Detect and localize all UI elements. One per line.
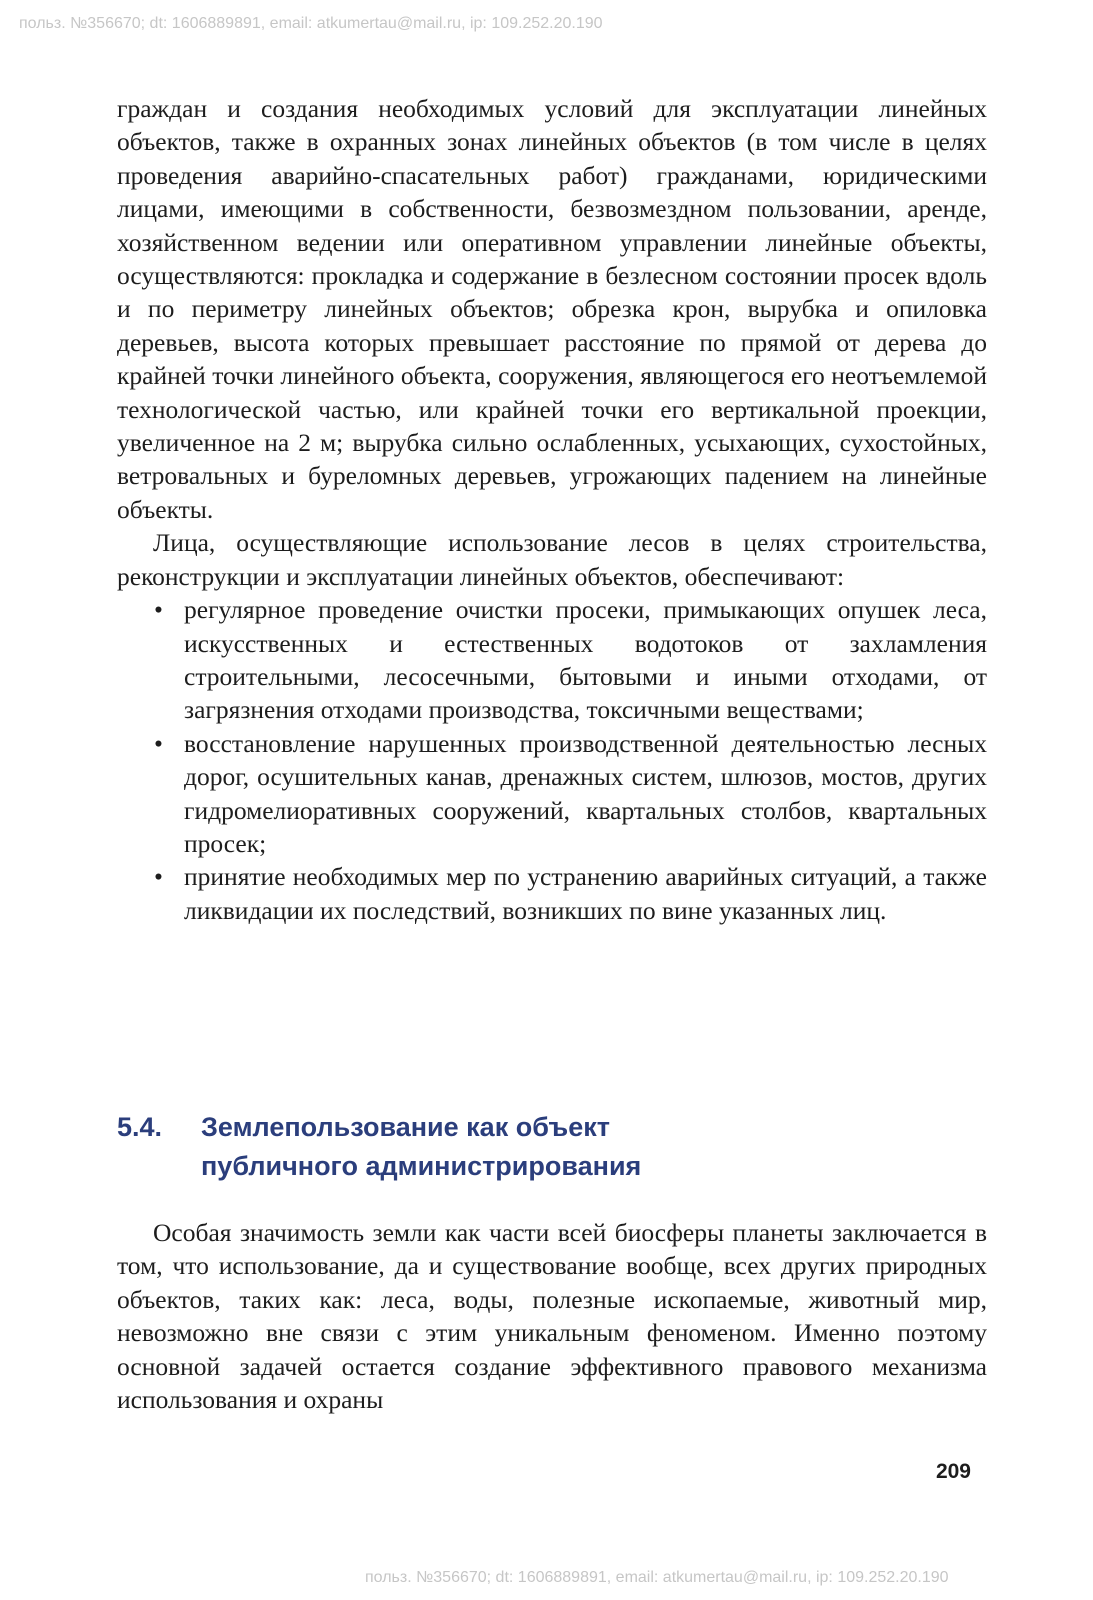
bullet-marker: • <box>154 728 163 758</box>
bullet-marker: • <box>154 862 163 892</box>
page-number: 209 <box>935 1460 971 1483</box>
section-number: 5.4. <box>117 1112 163 1142</box>
section-title: Землепользование как объект публичного администрирования <box>201 1112 642 1181</box>
list-item-text: регулярное проведение очистки просеки, примыкающих опушек леса, искусственных и естественных водотоков от захламления строительными, лесосечными, бытовыми и иными отходами, от загрязнения отходами производства, токсичными веществами; <box>184 595 987 725</box>
paragraph-1: граждан и создания необходимых условий для эксплуатации линейных объектов, также в охранных зонах линейных объектов (в том числе в целях проведения аварийно-спасательных работ) гражданами, юридическими лицами, имеющими в собственности, безвозмездном пользовании, аренде, хозяйственном ведении или оперативном управлении линейные объекты, осуществляются: прокладка и содержание в безлесном состоянии просек вдоль и по периметру линейных объектов; обрезка крон, вырубка и опиловка деревьев, высота которых превышает расстояние по прямой от дерева до крайней точки линейного объекта, сооружения, являющегося его неотъемлемой технологической частью, или крайней точки его вертикальной проекции, увеличенное на 2 м; вырубка сильно ослабленных, усыхающих, сухостойных, ветровальных и буреломных деревьев, угрожающих падением на линейные объекты. <box>117 94 987 524</box>
section-body <box>117 1216 987 1416</box>
bullet-marker: • <box>154 595 163 625</box>
watermark-bottom: польз. №356670; dt: 1606889891, email: atkumertau@mail.ru, ip: 109.252.20.190 <box>365 1569 949 1586</box>
paragraph-2: Лица, осуществляющие использование лесов в целях строительства, реконструкции и эксплуатации линейных объектов, обеспечивают: <box>117 528 987 591</box>
watermark-top: польз. №356670; dt: 1606889891, email: atkumertau@mail.ru, ip: 109.252.20.190 <box>19 15 603 32</box>
list-item-text: принятие необходимых мер по устранению аварийных ситуаций, а также ликвидации их последствий, возникших по вине указанных лиц. <box>184 862 987 925</box>
list-item <box>154 727 987 861</box>
bullet-list <box>117 593 987 927</box>
page-body <box>117 92 987 927</box>
list-item <box>154 593 987 727</box>
section-paragraph-1: Особая значимость земли как части всей биосферы планеты заключается в том, что использование, да и существование вообще, всех других природных объектов, таких как: леса, воды, полезные ископаемые, животный мир, невозможно вне связи с этим уникальным феноменом. Именно поэтому основной задачей остается создание эффективного правового механизма использования и охраны <box>117 1218 987 1415</box>
list-item-text: восстановление нарушенных производственной деятельностью лесных дорог, осушительных канав, дренажных систем, шлюзов, мостов, других гидромелиоративных сооружений, квартальных столбов, квартальных просек; <box>184 728 987 858</box>
list-item <box>154 860 987 927</box>
